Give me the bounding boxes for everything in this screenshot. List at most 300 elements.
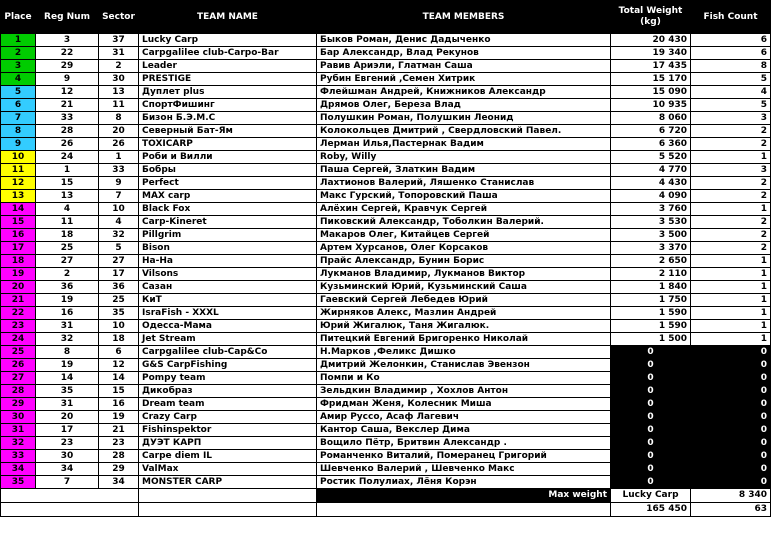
cell-total-weight: 3 500 xyxy=(611,229,691,242)
cell-reg-num: 15 xyxy=(36,177,99,190)
cell-place: 30 xyxy=(1,411,36,424)
cell-reg-num: 31 xyxy=(36,320,99,333)
cell-team-name: Бобры xyxy=(139,164,317,177)
table-row xyxy=(1,346,771,359)
cell-reg-num: 27 xyxy=(36,255,99,268)
cell-place: 5 xyxy=(1,86,36,99)
cell-fish-count: 0 xyxy=(691,359,771,372)
footer-blank xyxy=(139,503,317,517)
cell-reg-num: 21 xyxy=(36,99,99,112)
cell-reg-num: 25 xyxy=(36,242,99,255)
cell-team-members: Н.Марков ,Феликс Дишко xyxy=(317,346,611,359)
cell-place: 15 xyxy=(1,216,36,229)
cell-team-members: Прайс Александр, Бунин Борис xyxy=(317,255,611,268)
cell-sector: 29 xyxy=(99,463,139,476)
cell-sector: 5 xyxy=(99,242,139,255)
cell-place: 2 xyxy=(1,47,36,60)
cell-team-name: Dream team xyxy=(139,398,317,411)
cell-fish-count: 2 xyxy=(691,125,771,138)
table-row xyxy=(1,281,771,294)
header-sector: Sector xyxy=(99,1,139,34)
cell-place: 3 xyxy=(1,60,36,73)
cell-team-name: Crazy Carp xyxy=(139,411,317,424)
cell-sector: 33 xyxy=(99,164,139,177)
cell-fish-count: 1 xyxy=(691,281,771,294)
cell-reg-num: 24 xyxy=(36,151,99,164)
cell-total-weight: 19 340 xyxy=(611,47,691,60)
cell-team-name: Leader xyxy=(139,60,317,73)
cell-reg-num: 4 xyxy=(36,203,99,216)
cell-sector: 14 xyxy=(99,372,139,385)
cell-team-name: Black Fox xyxy=(139,203,317,216)
table-row xyxy=(1,203,771,216)
cell-place: 32 xyxy=(1,437,36,450)
cell-sector: 7 xyxy=(99,190,139,203)
cell-reg-num: 31 xyxy=(36,398,99,411)
cell-reg-num: 3 xyxy=(36,34,99,47)
cell-team-name: Carpe diem IL xyxy=(139,450,317,463)
cell-total-weight: 3 760 xyxy=(611,203,691,216)
header-fish-count: Fish Count xyxy=(691,1,771,34)
table-row xyxy=(1,411,771,424)
cell-place: 13 xyxy=(1,190,36,203)
cell-total-weight: 4 770 xyxy=(611,164,691,177)
cell-place: 20 xyxy=(1,281,36,294)
cell-reg-num: 2 xyxy=(36,268,99,281)
table-row xyxy=(1,229,771,242)
table-row xyxy=(1,73,771,86)
cell-reg-num: 35 xyxy=(36,385,99,398)
cell-team-members: Зельдкин Владимир , Хохлов Антон xyxy=(317,385,611,398)
cell-team-name: G&S CarpFishing xyxy=(139,359,317,372)
cell-total-weight: 0 xyxy=(611,359,691,372)
cell-place: 29 xyxy=(1,398,36,411)
cell-place: 31 xyxy=(1,424,36,437)
cell-team-members: Юрий Жигалюк, Таня Жигалюк. xyxy=(317,320,611,333)
cell-fish-count: 2 xyxy=(691,138,771,151)
cell-team-members: Лахтионов Валерий, Ляшенко Станислав xyxy=(317,177,611,190)
cell-team-members: Макс Гурский, Топоровский Паша xyxy=(317,190,611,203)
cell-fish-count: 0 xyxy=(691,450,771,463)
table-row xyxy=(1,476,771,489)
cell-fish-count: 1 xyxy=(691,294,771,307)
cell-place: 24 xyxy=(1,333,36,346)
cell-place: 25 xyxy=(1,346,36,359)
cell-reg-num: 1 xyxy=(36,164,99,177)
cell-sector: 15 xyxy=(99,385,139,398)
cell-fish-count: 2 xyxy=(691,190,771,203)
cell-fish-count: 1 xyxy=(691,203,771,216)
max-weight-value: 8 340 xyxy=(691,489,771,503)
cell-team-name: Северный Бат-Ям xyxy=(139,125,317,138)
cell-fish-count: 0 xyxy=(691,398,771,411)
cell-reg-num: 33 xyxy=(36,112,99,125)
cell-team-name: Fishinspektor xyxy=(139,424,317,437)
cell-fish-count: 1 xyxy=(691,320,771,333)
cell-team-members: Дмитрий Желонкин, Станислав Эвензон xyxy=(317,359,611,372)
cell-total-weight: 4 430 xyxy=(611,177,691,190)
cell-fish-count: 3 xyxy=(691,112,771,125)
cell-reg-num: 26 xyxy=(36,138,99,151)
table-row xyxy=(1,190,771,203)
cell-place: 34 xyxy=(1,463,36,476)
cell-team-members: Быков Роман, Денис Дадыченко xyxy=(317,34,611,47)
cell-total-weight: 3 530 xyxy=(611,216,691,229)
cell-total-weight: 2 110 xyxy=(611,268,691,281)
cell-place: 26 xyxy=(1,359,36,372)
cell-fish-count: 0 xyxy=(691,372,771,385)
cell-team-members: Алёхин Сергей, Кравчук Сергей xyxy=(317,203,611,216)
cell-sector: 35 xyxy=(99,307,139,320)
table-row xyxy=(1,47,771,60)
cell-place: 16 xyxy=(1,229,36,242)
cell-total-weight: 6 720 xyxy=(611,125,691,138)
cell-team-name: СпортФишинг xyxy=(139,99,317,112)
cell-place: 7 xyxy=(1,112,36,125)
cell-total-weight: 0 xyxy=(611,450,691,463)
table-row xyxy=(1,60,771,73)
cell-sector: 18 xyxy=(99,333,139,346)
cell-place: 6 xyxy=(1,99,36,112)
table-row xyxy=(1,125,771,138)
cell-team-name: Perfect xyxy=(139,177,317,190)
cell-place: 17 xyxy=(1,242,36,255)
cell-place: 22 xyxy=(1,307,36,320)
cell-team-members: Шевченко Валерий , Шевченко Макс xyxy=(317,463,611,476)
cell-team-name: PRESTIGE xyxy=(139,73,317,86)
table-row xyxy=(1,34,771,47)
footer-blank xyxy=(1,503,139,517)
cell-team-members: Кантор Саша, Векслер Дима xyxy=(317,424,611,437)
cell-place: 10 xyxy=(1,151,36,164)
cell-total-weight: 15 170 xyxy=(611,73,691,86)
cell-reg-num: 28 xyxy=(36,125,99,138)
cell-place: 33 xyxy=(1,450,36,463)
cell-total-weight: 0 xyxy=(611,424,691,437)
cell-reg-num: 20 xyxy=(36,411,99,424)
cell-sector: 4 xyxy=(99,216,139,229)
cell-team-name: Бизон Б.Э.М.С xyxy=(139,112,317,125)
table-row xyxy=(1,99,771,112)
cell-team-members: Питецкий Евгений Бригоренко Николай xyxy=(317,333,611,346)
cell-team-name: Carp-Kineret xyxy=(139,216,317,229)
cell-team-name: ДУЭТ КАРП xyxy=(139,437,317,450)
cell-reg-num: 17 xyxy=(36,424,99,437)
cell-team-name: Дуплет plus xyxy=(139,86,317,99)
cell-team-name: Carpgalilee club-Carpo-Bar xyxy=(139,47,317,60)
table-row xyxy=(1,307,771,320)
cell-total-weight: 20 430 xyxy=(611,34,691,47)
cell-sector: 16 xyxy=(99,398,139,411)
cell-team-members: Кузьминский Юрий, Кузьминский Саша xyxy=(317,281,611,294)
cell-total-weight: 6 360 xyxy=(611,138,691,151)
cell-team-members: Романченко Виталий, Померанец Григорий xyxy=(317,450,611,463)
cell-fish-count: 1 xyxy=(691,151,771,164)
cell-sector: 11 xyxy=(99,99,139,112)
totals-row xyxy=(1,503,771,517)
cell-team-name: TOXICARP xyxy=(139,138,317,151)
cell-reg-num: 18 xyxy=(36,229,99,242)
cell-total-weight: 0 xyxy=(611,372,691,385)
cell-fish-count: 6 xyxy=(691,47,771,60)
cell-total-weight: 5 520 xyxy=(611,151,691,164)
cell-fish-count: 0 xyxy=(691,411,771,424)
cell-fish-count: 1 xyxy=(691,333,771,346)
cell-sector: 9 xyxy=(99,177,139,190)
cell-fish-count: 2 xyxy=(691,177,771,190)
cell-reg-num: 12 xyxy=(36,86,99,99)
cell-fish-count: 3 xyxy=(691,164,771,177)
cell-total-weight: 0 xyxy=(611,476,691,489)
cell-total-weight: 0 xyxy=(611,437,691,450)
cell-sector: 26 xyxy=(99,138,139,151)
cell-fish-count: 4 xyxy=(691,86,771,99)
cell-total-weight: 1 750 xyxy=(611,294,691,307)
header-place: Place xyxy=(1,1,36,34)
cell-team-name: Pompy team xyxy=(139,372,317,385)
cell-sector: 10 xyxy=(99,320,139,333)
cell-reg-num: 32 xyxy=(36,333,99,346)
cell-team-members: Полушкин Роман, Полушкин Леонид xyxy=(317,112,611,125)
table-row xyxy=(1,268,771,281)
cell-sector: 25 xyxy=(99,294,139,307)
cell-team-name: Jet Stream xyxy=(139,333,317,346)
cell-total-weight: 0 xyxy=(611,463,691,476)
cell-fish-count: 1 xyxy=(691,307,771,320)
cell-team-name: Bison xyxy=(139,242,317,255)
header-reg-num: Reg Num xyxy=(36,1,99,34)
table-row xyxy=(1,138,771,151)
cell-reg-num: 7 xyxy=(36,476,99,489)
cell-place: 19 xyxy=(1,268,36,281)
cell-fish-count: 0 xyxy=(691,346,771,359)
cell-place: 27 xyxy=(1,372,36,385)
cell-place: 21 xyxy=(1,294,36,307)
cell-place: 18 xyxy=(1,255,36,268)
cell-team-name: Одесса-Мама xyxy=(139,320,317,333)
header-total-weight: Total Weight (kg) xyxy=(611,1,691,34)
table-row xyxy=(1,359,771,372)
cell-reg-num: 23 xyxy=(36,437,99,450)
cell-team-members: Лерман Илья,Пастернак Вадим xyxy=(317,138,611,151)
cell-fish-count: 2 xyxy=(691,216,771,229)
cell-total-weight: 8 060 xyxy=(611,112,691,125)
cell-reg-num: 9 xyxy=(36,73,99,86)
cell-sector: 20 xyxy=(99,125,139,138)
cell-total-weight: 0 xyxy=(611,411,691,424)
cell-team-name: MAX carp xyxy=(139,190,317,203)
table-row xyxy=(1,424,771,437)
table-row xyxy=(1,450,771,463)
table-row xyxy=(1,333,771,346)
header-team-members: TEAM MEMBERS xyxy=(317,1,611,34)
cell-reg-num: 30 xyxy=(36,450,99,463)
cell-team-name: Дикобраз xyxy=(139,385,317,398)
cell-place: 11 xyxy=(1,164,36,177)
cell-place: 1 xyxy=(1,34,36,47)
cell-sector: 36 xyxy=(99,281,139,294)
cell-fish-count: 1 xyxy=(691,255,771,268)
table-row xyxy=(1,86,771,99)
cell-total-weight: 17 435 xyxy=(611,60,691,73)
max-weight-row xyxy=(1,489,771,503)
cell-total-weight: 4 090 xyxy=(611,190,691,203)
cell-place: 8 xyxy=(1,125,36,138)
cell-total-weight: 1 500 xyxy=(611,333,691,346)
cell-sector: 27 xyxy=(99,255,139,268)
cell-team-name: MONSTER CARP xyxy=(139,476,317,489)
cell-fish-count: 8 xyxy=(691,60,771,73)
cell-fish-count: 0 xyxy=(691,424,771,437)
cell-reg-num: 11 xyxy=(36,216,99,229)
cell-sector: 17 xyxy=(99,268,139,281)
max-weight-team: Lucky Carp xyxy=(611,489,691,503)
cell-team-name: Lucky Carp xyxy=(139,34,317,47)
cell-team-members: Артем Хурсанов, Олег Корсаков xyxy=(317,242,611,255)
cell-team-members: Паша Сергей, Златкин Вадим xyxy=(317,164,611,177)
cell-total-weight: 0 xyxy=(611,346,691,359)
cell-fish-count: 0 xyxy=(691,476,771,489)
cell-sector: 6 xyxy=(99,346,139,359)
table-row xyxy=(1,463,771,476)
table-row xyxy=(1,177,771,190)
cell-sector: 13 xyxy=(99,86,139,99)
cell-total-weight: 1 590 xyxy=(611,307,691,320)
cell-team-members: Рубин Евгений ,Семен Хитрик xyxy=(317,73,611,86)
cell-reg-num: 34 xyxy=(36,463,99,476)
header-row xyxy=(1,1,771,34)
cell-reg-num: 36 xyxy=(36,281,99,294)
cell-sector: 37 xyxy=(99,34,139,47)
table-row xyxy=(1,320,771,333)
cell-total-weight: 15 090 xyxy=(611,86,691,99)
cell-total-weight: 0 xyxy=(611,385,691,398)
table-row xyxy=(1,294,771,307)
cell-team-members: Ростик Полулиах, Лёня Корэн xyxy=(317,476,611,489)
cell-sector: 21 xyxy=(99,424,139,437)
cell-team-name: Ha-Ha xyxy=(139,255,317,268)
cell-team-members: Колокольцев Дмитрий , Свердловский Павел. xyxy=(317,125,611,138)
cell-fish-count: 5 xyxy=(691,73,771,86)
cell-place: 28 xyxy=(1,385,36,398)
footer-blank xyxy=(1,489,139,503)
cell-team-members: Помпи и Ко xyxy=(317,372,611,385)
cell-team-members: Фридман Женя, Колесник Миша xyxy=(317,398,611,411)
cell-reg-num: 8 xyxy=(36,346,99,359)
cell-team-members: Дрямов Олег, Береза Влад xyxy=(317,99,611,112)
table-row xyxy=(1,112,771,125)
table-row xyxy=(1,151,771,164)
cell-team-name: Pillgrim xyxy=(139,229,317,242)
table-row xyxy=(1,437,771,450)
cell-reg-num: 29 xyxy=(36,60,99,73)
table-row xyxy=(1,372,771,385)
cell-fish-count: 0 xyxy=(691,463,771,476)
header-team-name: TEAM NAME xyxy=(139,1,317,34)
cell-reg-num: 19 xyxy=(36,294,99,307)
table-row xyxy=(1,255,771,268)
cell-team-name: Vilsons xyxy=(139,268,317,281)
cell-reg-num: 14 xyxy=(36,372,99,385)
cell-team-members: Бар Александр, Влад Рекунов xyxy=(317,47,611,60)
cell-place: 35 xyxy=(1,476,36,489)
cell-fish-count: 2 xyxy=(691,229,771,242)
cell-place: 14 xyxy=(1,203,36,216)
cell-team-members: Пиковский Александр, Тоболкин Валерий. xyxy=(317,216,611,229)
cell-place: 9 xyxy=(1,138,36,151)
cell-team-name: ValMax xyxy=(139,463,317,476)
cell-sector: 1 xyxy=(99,151,139,164)
cell-sector: 2 xyxy=(99,60,139,73)
cell-fish-count: 5 xyxy=(691,99,771,112)
cell-total-weight: 2 650 xyxy=(611,255,691,268)
cell-team-name: IsraFish - XXXL xyxy=(139,307,317,320)
max-weight-label: Max weight xyxy=(317,489,611,503)
cell-reg-num: 19 xyxy=(36,359,99,372)
cell-team-members: Гаевский Сергей Лебедев Юрий xyxy=(317,294,611,307)
table-row xyxy=(1,385,771,398)
cell-total-weight: 3 370 xyxy=(611,242,691,255)
cell-reg-num: 16 xyxy=(36,307,99,320)
cell-team-members: Вощило Пётр, Бритвин Александр . xyxy=(317,437,611,450)
cell-team-members: Амир Руссо, Асаф Лагевич xyxy=(317,411,611,424)
table-row xyxy=(1,242,771,255)
cell-sector: 10 xyxy=(99,203,139,216)
cell-place: 12 xyxy=(1,177,36,190)
cell-reg-num: 22 xyxy=(36,47,99,60)
cell-team-members: Жирняков Алекс, Мазлин Андрей xyxy=(317,307,611,320)
cell-sector: 34 xyxy=(99,476,139,489)
cell-team-members: Равив Ариэли, Глатман Саша xyxy=(317,60,611,73)
total-fish-count: 63 xyxy=(691,503,771,517)
cell-reg-num: 13 xyxy=(36,190,99,203)
cell-fish-count: 1 xyxy=(691,268,771,281)
cell-sector: 8 xyxy=(99,112,139,125)
footer-blank xyxy=(317,503,611,517)
cell-team-members: Флейшман Андрей, Книжников Александр xyxy=(317,86,611,99)
cell-sector: 32 xyxy=(99,229,139,242)
table-row xyxy=(1,216,771,229)
cell-sector: 23 xyxy=(99,437,139,450)
table-row xyxy=(1,164,771,177)
cell-fish-count: 2 xyxy=(691,242,771,255)
cell-fish-count: 0 xyxy=(691,385,771,398)
cell-team-name: КиТ xyxy=(139,294,317,307)
cell-team-members: Макаров Олег, Китайцев Сергей xyxy=(317,229,611,242)
footer-blank xyxy=(139,489,317,503)
cell-fish-count: 0 xyxy=(691,437,771,450)
cell-place: 23 xyxy=(1,320,36,333)
cell-team-name: Сазан xyxy=(139,281,317,294)
cell-team-name: Роби и Вилли xyxy=(139,151,317,164)
cell-team-name: Carpgalilee club-Cap&Co xyxy=(139,346,317,359)
cell-fish-count: 6 xyxy=(691,34,771,47)
cell-place: 4 xyxy=(1,73,36,86)
cell-sector: 30 xyxy=(99,73,139,86)
table-row xyxy=(1,398,771,411)
cell-sector: 19 xyxy=(99,411,139,424)
cell-total-weight: 1 590 xyxy=(611,320,691,333)
cell-sector: 31 xyxy=(99,47,139,60)
cell-total-weight: 0 xyxy=(611,398,691,411)
cell-team-members: Roby, Willy xyxy=(317,151,611,164)
cell-team-members: Лукманов Владимир, Лукманов Виктор xyxy=(317,268,611,281)
cell-total-weight: 1 840 xyxy=(611,281,691,294)
cell-sector: 12 xyxy=(99,359,139,372)
cell-total-weight: 10 935 xyxy=(611,99,691,112)
cell-sector: 28 xyxy=(99,450,139,463)
total-weight: 165 450 xyxy=(611,503,691,517)
